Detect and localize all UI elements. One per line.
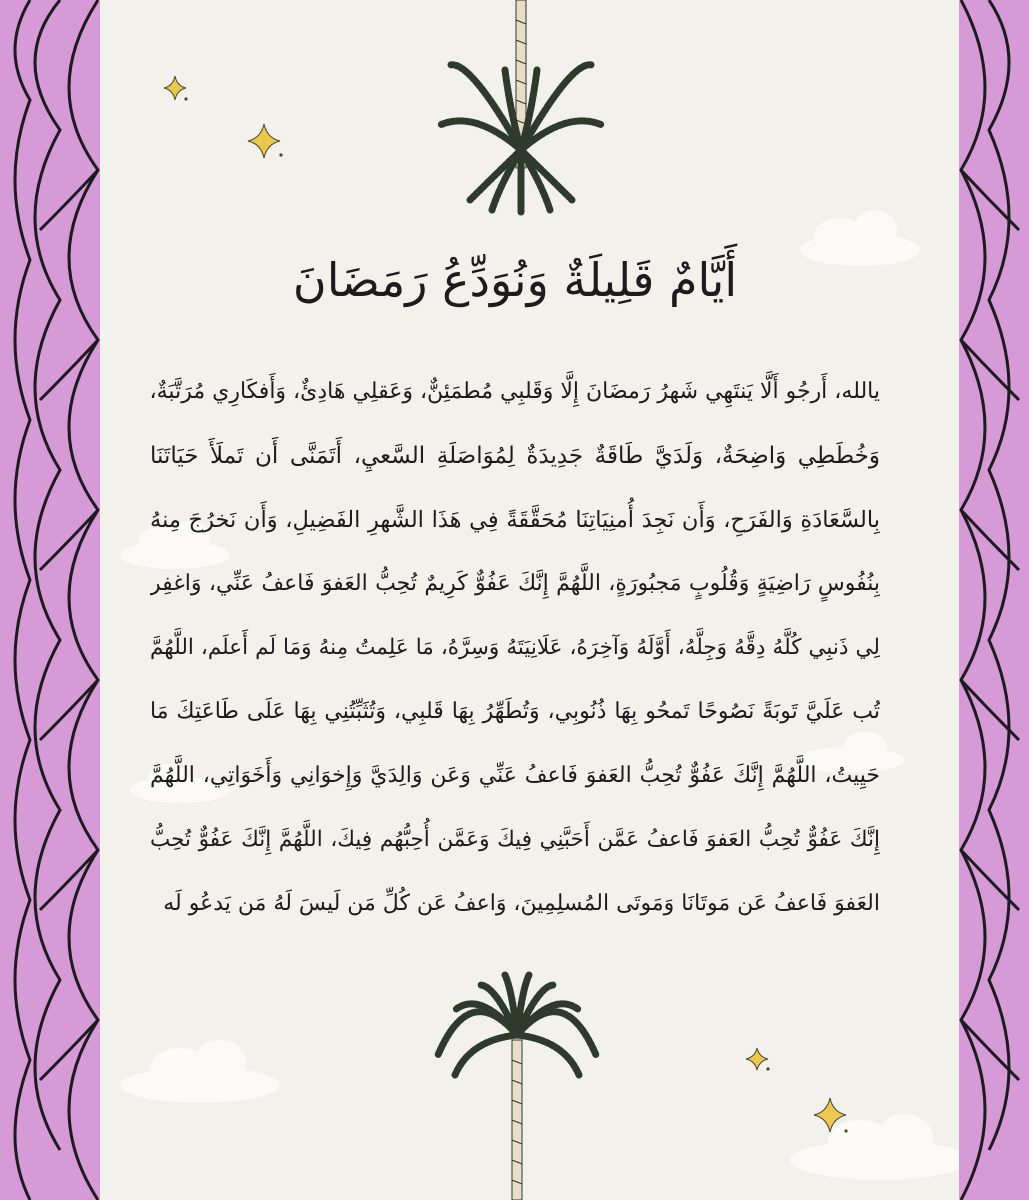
palm-tree-icon [440,0,602,212]
prayer-line: يالله، أَرجُو أَلَّا يَنتَهِي شَهرُ رَمضَانَ إِلَّا وَقَلبِي مُطمَئِنٌّ، وَعَقلِي هَادِئٌ، وَأَفكَارِي مُرَتَّبَةٌ، [150,379,880,404]
cloud-icon [120,1040,280,1103]
prayer-line: العَفوَ فَاعفُ عَن مَوتَانَا وَمَوتَى المُسلِمِينَ، وَاعفُ عَن كُلِّ مَن لَيسَ لَهُ مَن يَدعُو لَه [163,891,880,916]
prayer-line: إِنَّكَ عَفُوٌّ تُحِبُّ العَفوَ فَاعفُ عَمَّن أَحَبَّنِي فِيكَ وَعَمَّن أُحِبُّهُم فِيكَ، اللَّهُمَّ إِنَّكَ عَفُوٌّ تُحِبُّ [150,827,880,852]
star-icon [164,76,186,100]
palm-tree-icon [438,975,596,1200]
prayer-line: بِنُفُوسٍ رَاضِيَةٍ وَقُلُوبٍ مَجبُورَةٍ، اللَّهُمَّ إِنَّكَ عَفُوٌّ كَرِيمٌ تُحِبُّ العَفوَ فَاعفُ عَنِّي، وَاغفِر [150,571,880,596]
prayer-line: بِالسَّعَادَةِ وَالفَرَحِ، وَأَن نَجِدَ أُمنِيَاتِنَا مُحَقَّقَةً فِي هَذَا الشَّهرِ الفَضِيلِ، وَأَن نَخرُجَ مِنهُ [150,507,880,533]
star-icon [746,1048,768,1070]
prayer-line: تُب عَلَيَّ تَوبَةً نَصُوحًا تَمحُو بِهَا ذُنُوبِي، وَتُطَهِّرُ بِهَا قَلبِي، وَتُثَبِّتُنِي بِهَا عَلَى طَاعَتِكَ مَا [150,699,880,724]
page-title: أَيَّامٌ قَلِيلَةٌ وَنُوَدِّعُ رَمَضَانَ [292,253,738,307]
prayer-line: حَيِيتُ، اللَّهُمَّ إِنَّكَ عَفُوٌّ تُحِبُّ العَفوَ فَاعفُ عَنِّي وَعَن وَالِدَيَّ وَإِخوَانِي وَأَخَوَاتِي، اللَّهُمَّ [150,763,880,788]
cloud-icon [790,1114,970,1180]
prayer-text [150,360,880,936]
prayer-line: لِي ذَنبِي كُلَّهُ دِقَّهُ وَجِلَّهُ، أَوَّلَهُ وَآخِرَهُ، عَلَانِيَتَهُ وَسِرَّهُ، مَا عَلِمتُ مِنهُ وَمَا لَم أَعلَم، اللَّهُمَّ [150,635,880,660]
prayer-line: وَخُطَطِي وَاضِحَةٌ، وَلَدَيَّ طَاقَةٌ جَدِيدَةٌ لِمُوَاصَلَةِ السَّعيِ، أَتَمَنَّى أَن تَملَأَ حَيَاتَنَا [150,443,880,469]
curtain-left [0,0,100,1200]
star-icon [248,124,280,158]
curtain-right [959,0,1029,1200]
